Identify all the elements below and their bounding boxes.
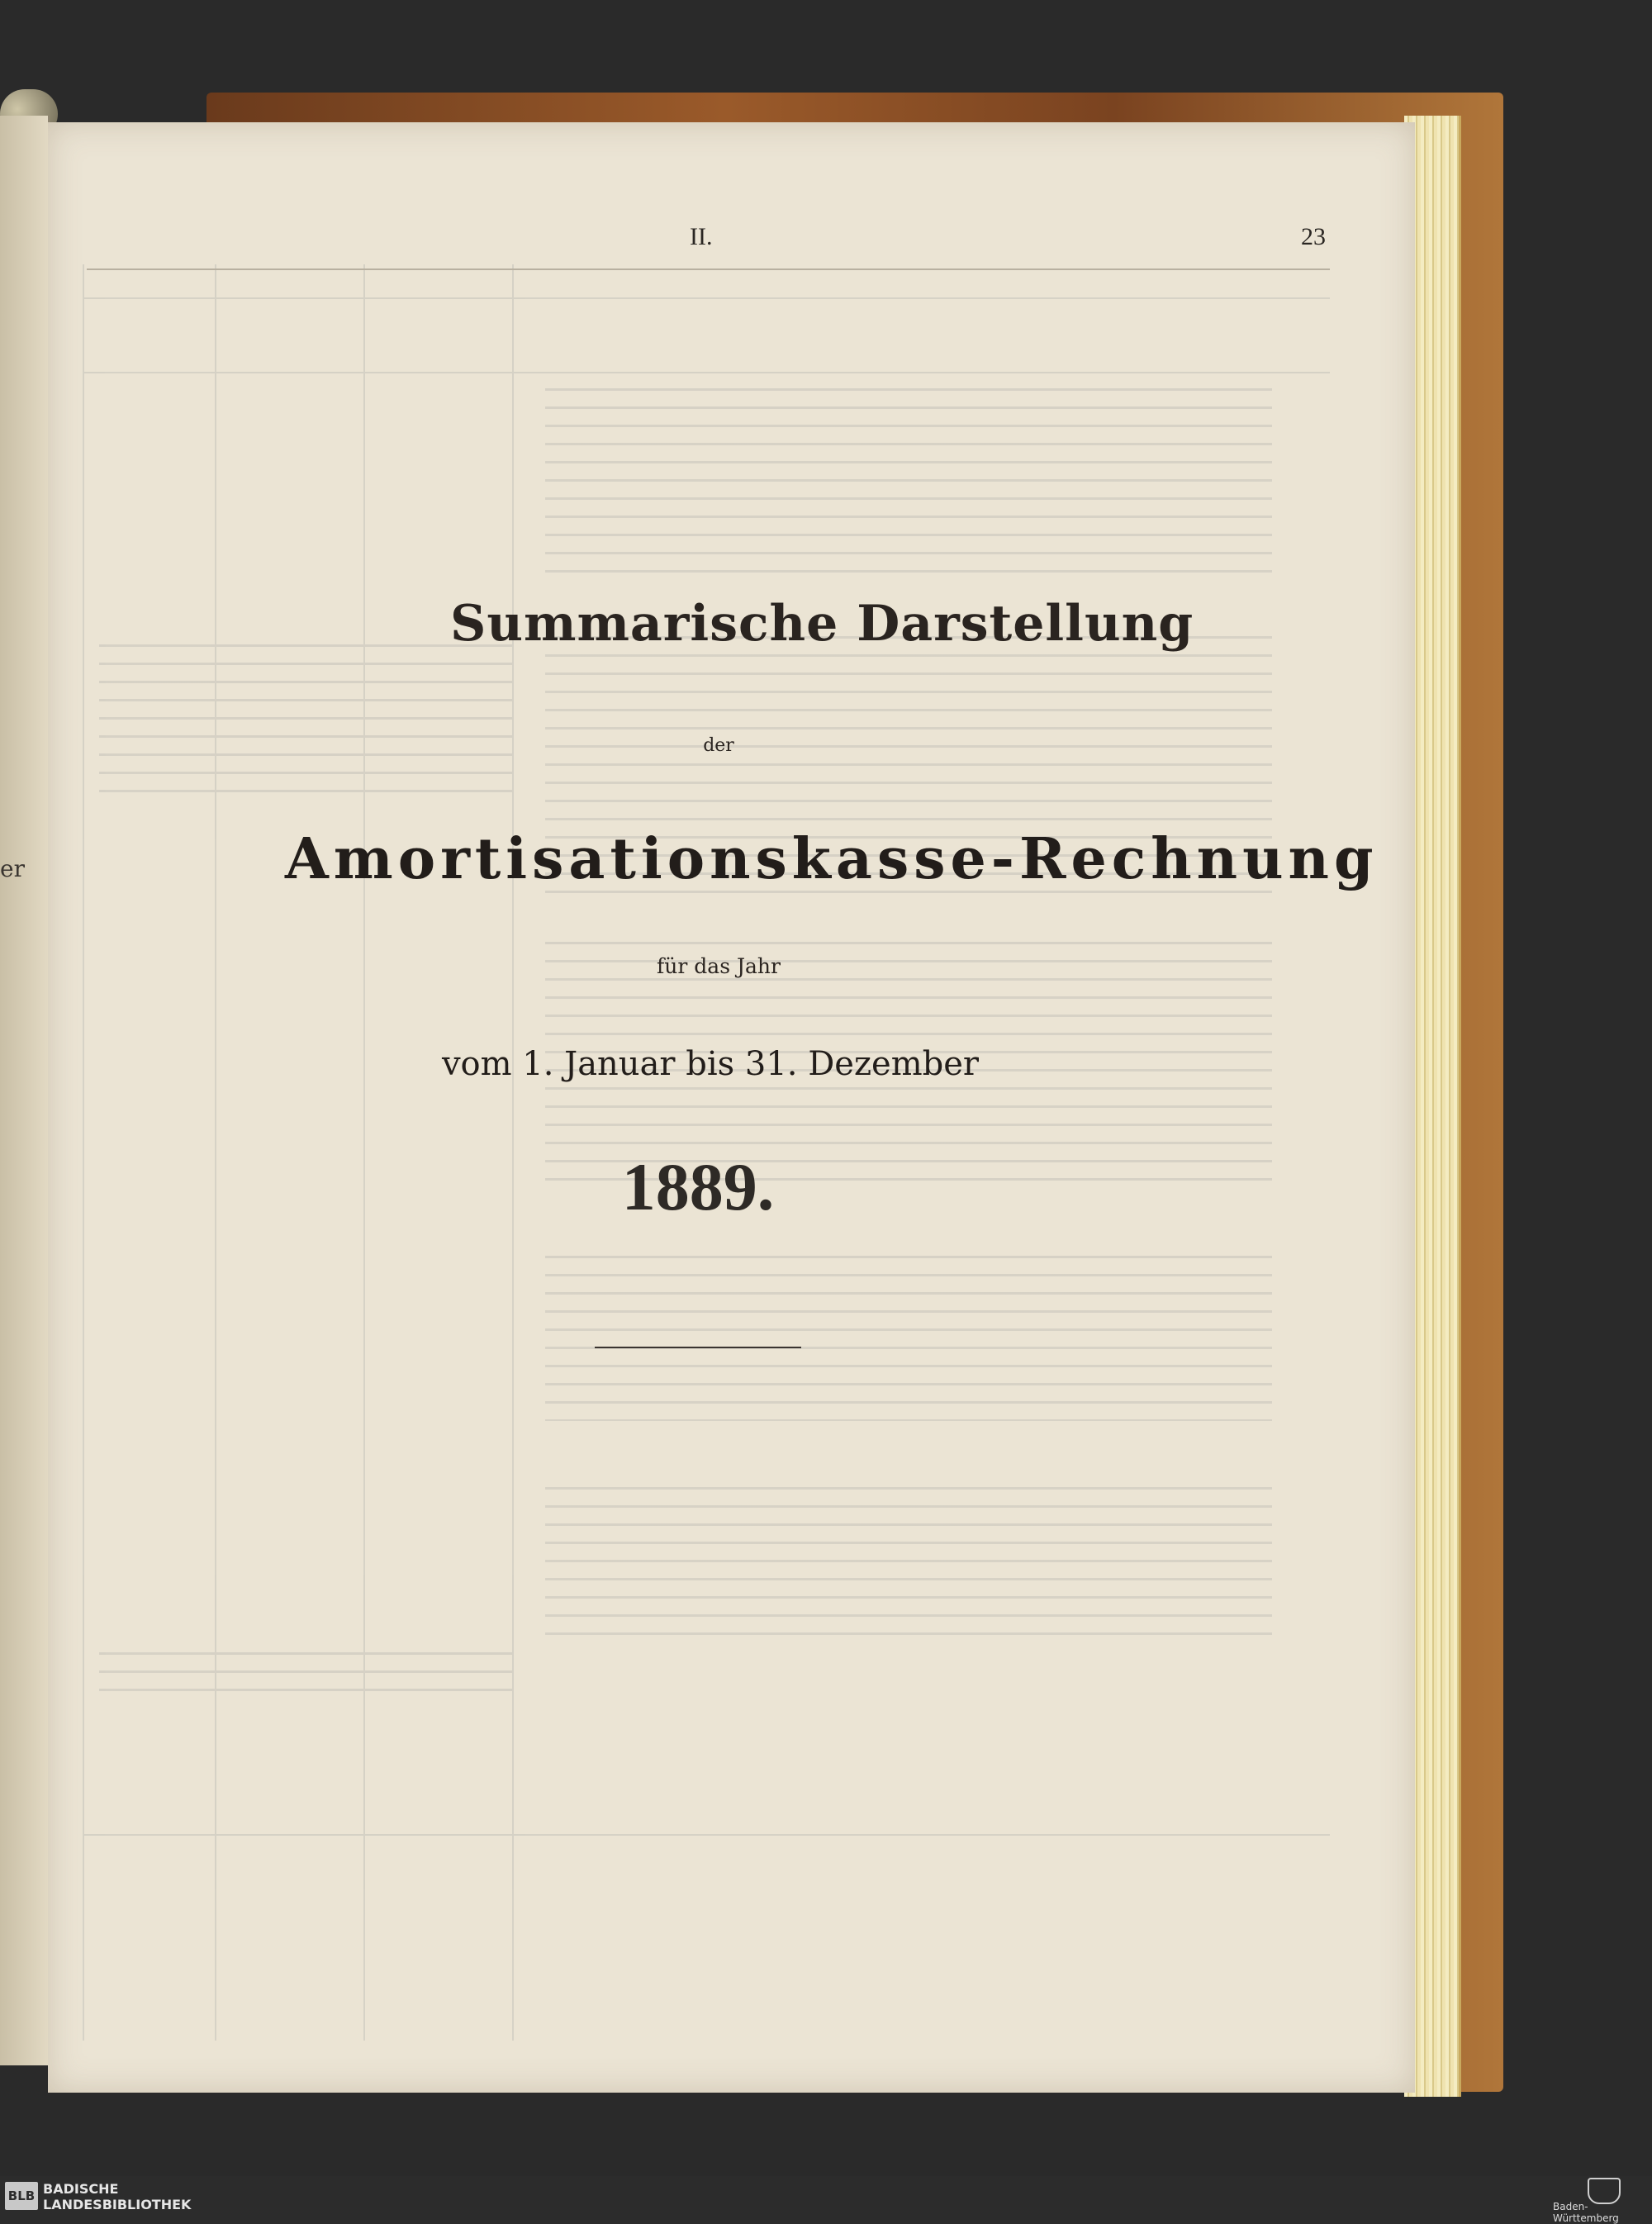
library-name-line-2: LANDESBIBLIOTHEK (43, 2197, 192, 2212)
title-connector: der (703, 735, 734, 756)
for-year-label: für das Jahr (657, 954, 781, 978)
library-name[interactable] (43, 2181, 191, 2212)
period-label: vom 1. Januar bis 31. Dezember (441, 1045, 980, 1083)
library-name-line-1: BADISCHE (43, 2181, 119, 2197)
left-page-fragment: er (0, 855, 25, 882)
left-page-edge (0, 116, 50, 2065)
year-label: 1889. (621, 1149, 775, 1224)
title-line-1: Summarische Darstellung (450, 595, 1194, 653)
footer-bar (0, 2176, 1652, 2216)
title-line-2: Amortisationskasse-Rechnung (285, 826, 1379, 892)
region-label: Baden-Württemberg (1553, 2201, 1619, 2224)
decorative-rule (595, 1347, 801, 1348)
section-number: II. (690, 223, 713, 250)
page-number: 23 (1301, 223, 1326, 250)
document-page (48, 122, 1415, 2093)
header-rule (87, 268, 1330, 270)
blb-logo-icon[interactable]: BLB (5, 2182, 38, 2210)
